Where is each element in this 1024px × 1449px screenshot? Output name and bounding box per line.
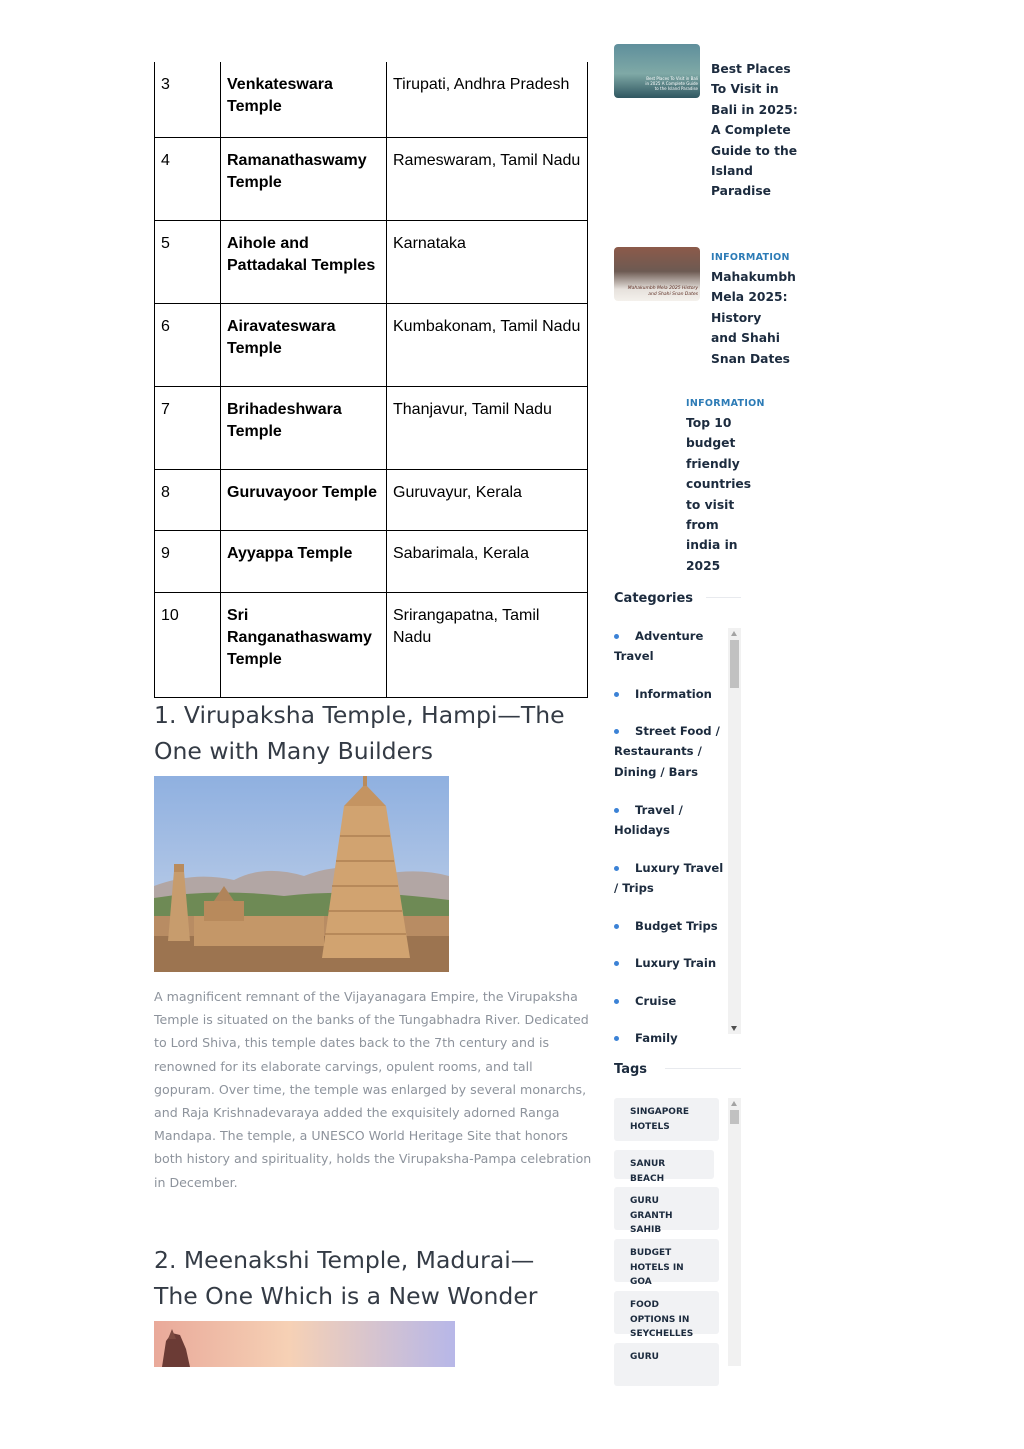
post-category[interactable]: INFORMATION bbox=[686, 398, 765, 409]
title-divider bbox=[706, 597, 741, 598]
thumbnail-caption: Best Places To Visit in Bali in 2025 A Complete Guide to the Island Paradise bbox=[645, 76, 698, 91]
category-item[interactable]: Adventure Travel bbox=[614, 629, 704, 664]
scroll-down-arrow-icon[interactable] bbox=[731, 1026, 737, 1031]
table-row bbox=[155, 303, 588, 386]
temple-location: Kumbakonam, Tamil Nadu bbox=[387, 303, 588, 386]
table-row bbox=[155, 469, 588, 530]
category-item[interactable]: Luxury Travel / Trips bbox=[614, 861, 724, 896]
section-heading-virupaksha: 1. Virupaksha Temple, Hampi—The One with Many Builders bbox=[154, 701, 565, 765]
temple-location: Guruvayur, Kerala bbox=[387, 469, 588, 530]
table-row bbox=[155, 220, 588, 303]
tag-item[interactable]: SANUR BEACH bbox=[614, 1150, 714, 1179]
categories-scrollbar[interactable] bbox=[728, 628, 741, 1034]
temple-number: 3 bbox=[155, 62, 221, 137]
temple-number: 4 bbox=[155, 137, 221, 220]
post-thumbnail[interactable] bbox=[614, 247, 700, 301]
temple-name: Ayyappa Temple bbox=[221, 530, 387, 592]
post-title[interactable]: Best Places To Visit in Bali in 2025: A Complete Guide to the Island Paradise bbox=[711, 62, 798, 199]
table-row bbox=[155, 386, 588, 469]
temple-photo-icon bbox=[154, 1321, 455, 1367]
categories-title: Categories bbox=[614, 591, 694, 606]
temple-location: Karnataka bbox=[387, 220, 588, 303]
table-row bbox=[155, 137, 588, 220]
bullet-icon bbox=[614, 729, 619, 734]
post-thumbnail[interactable] bbox=[614, 44, 700, 98]
temple-number: 10 bbox=[155, 592, 221, 697]
temple-number: 5 bbox=[155, 220, 221, 303]
temple-number: 6 bbox=[155, 303, 221, 386]
tag-item[interactable]: GURU GRANTH SAHIB bbox=[614, 1187, 719, 1230]
temple-name: Ramanathaswamy Temple bbox=[221, 137, 387, 220]
temple-name: Aihole and Pattadakal Temples bbox=[221, 220, 387, 303]
category-item[interactable]: Street Food / Restaurants / Dining / Bars bbox=[614, 724, 720, 779]
bullet-icon bbox=[614, 999, 619, 1004]
tags-title: Tags bbox=[614, 1062, 648, 1077]
scroll-thumb[interactable] bbox=[730, 1110, 739, 1124]
post-title[interactable]: Mahakumbh Mela 2025: History and Shahi Snan Dates bbox=[711, 270, 796, 366]
scroll-up-arrow-icon[interactable] bbox=[731, 1101, 737, 1106]
tags-list[interactable] bbox=[614, 1098, 741, 1366]
tag-item[interactable]: FOOD OPTIONS IN SEYCHELLES bbox=[614, 1291, 719, 1334]
post-title[interactable]: Top 10 budget friendly countries to visit from india in 2025 bbox=[686, 416, 752, 573]
section-paragraph-virupaksha: A magnificent remnant of the Vijayanagara Empire, the Virupaksha Temple is situated on the banks of the Tungabhadra River. Dedicated to Lord Shiva, this temple dates back to the 7th century and is renowned for its elaborate carvings, opulent rooms, and tall gopuram. Over time, the temple was enlarged by several monarchs, and Raja Krishnadevaraya added the exquisitely adorned Ranga Mandapa. The temple, a UNESCO World Heritage Site that honors both history and spirituality, holds the Virupaksha-Pampa celebration in December. bbox=[154, 989, 592, 1190]
category-item[interactable]: Cruise bbox=[614, 991, 726, 1011]
temple-location: Sabarimala, Kerala bbox=[387, 530, 588, 592]
scroll-up-arrow-icon[interactable] bbox=[731, 631, 737, 636]
bullet-icon bbox=[614, 924, 619, 929]
temple-name: Sri Ranganathaswamy Temple bbox=[221, 592, 387, 697]
tag-item[interactable]: GURU bbox=[614, 1343, 719, 1386]
title-divider bbox=[665, 1068, 741, 1069]
category-item[interactable]: Luxury Train bbox=[614, 953, 726, 973]
virupaksha-temple-image bbox=[154, 776, 449, 972]
bullet-icon bbox=[614, 692, 619, 697]
bullet-icon bbox=[614, 1036, 619, 1041]
temple-number: 8 bbox=[155, 469, 221, 530]
temple-location: Srirangapatna, Tamil Nadu bbox=[387, 592, 588, 697]
bullet-icon bbox=[614, 634, 619, 639]
temple-location: Thanjavur, Tamil Nadu bbox=[387, 386, 588, 469]
table-row bbox=[155, 62, 588, 137]
thumbnail-caption: Mahakumbh Mela 2025 History and Shahi Snan Dates bbox=[627, 286, 698, 297]
tag-item[interactable]: SINGAPORE HOTELS bbox=[614, 1098, 719, 1141]
temple-number: 9 bbox=[155, 530, 221, 592]
categories-list[interactable] bbox=[614, 628, 741, 1045]
category-item[interactable]: Budget Trips bbox=[614, 916, 726, 936]
section-heading-meenakshi: 2. Meenakshi Temple, Madurai—The One Which is a New Wonder bbox=[154, 1246, 538, 1310]
table-row bbox=[155, 530, 588, 592]
post-category[interactable]: INFORMATION bbox=[711, 252, 790, 263]
bullet-icon bbox=[614, 866, 619, 871]
temple-name: Guruvayoor Temple bbox=[221, 469, 387, 530]
temple-name: Venkateswara Temple bbox=[221, 62, 387, 137]
bullet-icon bbox=[614, 961, 619, 966]
category-item[interactable]: Information bbox=[614, 684, 726, 704]
temple-name: Airavateswara Temple bbox=[221, 303, 387, 386]
temple-list-table bbox=[154, 62, 588, 698]
temple-name: Brihadeshwara Temple bbox=[221, 386, 387, 469]
temple-number: 7 bbox=[155, 386, 221, 469]
scroll-thumb[interactable] bbox=[730, 640, 739, 688]
temple-photo-icon bbox=[154, 776, 449, 972]
table-row bbox=[155, 592, 588, 697]
category-item[interactable]: Travel / Holidays bbox=[614, 803, 683, 838]
category-item[interactable]: Family bbox=[614, 1028, 726, 1048]
temple-location: Rameswaram, Tamil Nadu bbox=[387, 137, 588, 220]
tags-scrollbar[interactable] bbox=[728, 1098, 741, 1366]
temple-location: Tirupati, Andhra Pradesh bbox=[387, 62, 588, 137]
meenakshi-temple-image bbox=[154, 1321, 455, 1367]
bullet-icon bbox=[614, 808, 619, 813]
tag-item[interactable]: BUDGET HOTELS IN GOA bbox=[614, 1239, 719, 1282]
